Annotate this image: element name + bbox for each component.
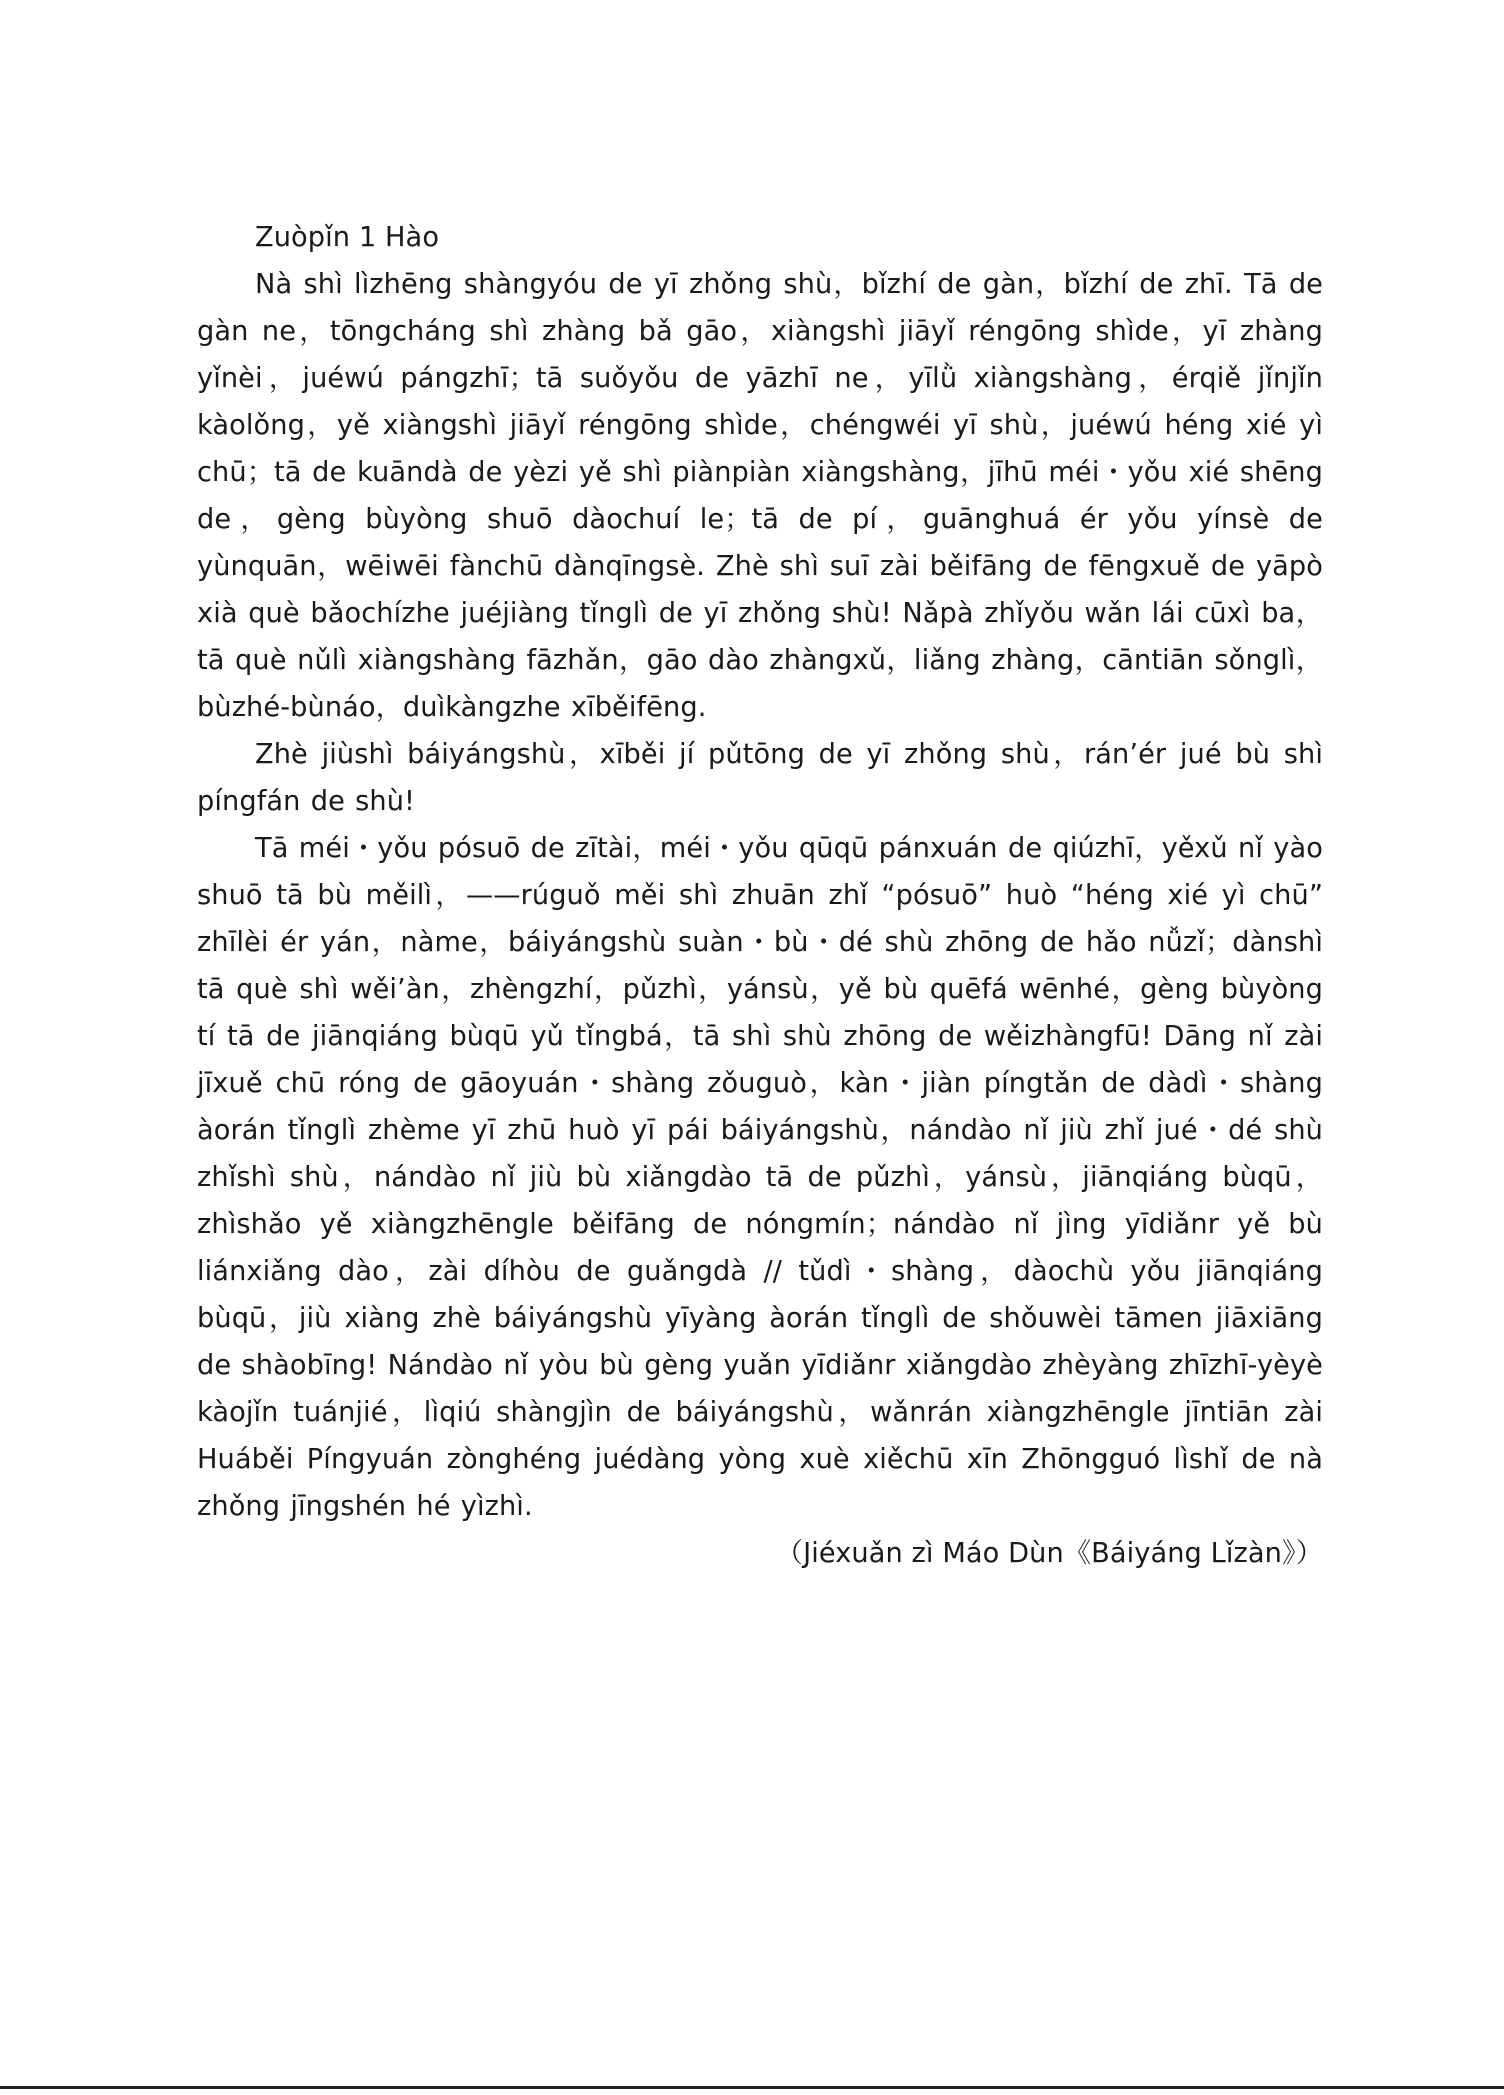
paragraph-3: Tā méi・yǒu pósuō de zītài，méi・yǒu qūqū pánxuán de qiúzhī，yěxǔ nǐ yào shuō tā bù měilì，——rúguǒ měi shì zhuān zhǐ “pósuō” huò “héng xié yì chū” zhīlèi ér yán，nàme，báiyángshù suàn・bù・dé shù zhōng de hǎo nǚzǐ；dànshì tā què shì wěi’àn，zhèngzhí，pǔzhì，yánsù，yě bù quēfá wēnhé，gèng bùyòng tí tā de jiānqiáng bùqū yǔ tǐngbá，tā shì shù zhōng de wěizhàngfū! Dāng nǐ zài jīxuě chū róng de gāoyuán・shàng zǒuguò，kàn・jiàn píngtǎn de dàdì・shàng àorán tǐnglì zhème yī zhū huò yī pái báiyángshù，nándào nǐ jiù zhǐ jué・dé shù zhǐshì shù，nándào nǐ jiù bù xiǎngdào tā de pǔzhì，yánsù，jiānqiáng bùqū，zhìshǎo yě xiàngzhēngle běifāng de nóngmín；nándào nǐ jìng yīdiǎnr yě bù liánxiǎng dào，zài díhòu de guǎngdà // tǔdì・shàng，dàochù yǒu jiānqiáng bùqū，jiù xiàng zhè báiyángshù yīyàng àorán tǐnglì de shǒuwèi tāmen jiāxiāng de shàobīng! Nándào nǐ yòu bù gèng yuǎn yīdiǎnr xiǎngdào zhèyàng zhīzhī-yèyè kàojǐn tuánjié，lìqiú shàngjìn de báiyángshù，wǎnrán xiàngzhēngle jīntiān zài Huáběi Píngyuán zònghéng juédàng yòng xuè xiěchū xīn Zhōngguó lìshǐ de nà zhǒng jīngshén hé yìzhì. [197, 833, 1323, 1522]
paragraph-2: Zhè jiùshì báiyángshù，xīběi jí pǔtōng de yī zhǒng shù，rán’ér jué bù shì píngfán de shù! [197, 739, 1323, 817]
document-title: Zuòpǐn 1 Hào [255, 222, 440, 253]
paragraph-1: Nà shì lìzhēng shàngyóu de yī zhǒng shù，bǐzhí de gàn，bǐzhí de zhī. Tā de gàn ne，tōngcháng shì zhàng bǎ gāo，xiàngshì jiāyǐ réngōng shìde，yī zhàng yǐnèi，juéwú pángzhī；tā suǒyǒu de yāzhī ne，yīlǜ xiàngshàng，érqiě jǐnjǐn kàolǒng，yě xiàngshì jiāyǐ réngōng shìde，chéngwéi yī shù，juéwú héng xié yì chū；tā de kuāndà de yèzi yě shì piànpiàn xiàngshàng，jīhū méi・yǒu xié shēng de，gèng bùyòng shuō dàochuí le；tā de pí，guānghuá ér yǒu yínsè de yùnquān，wēiwēi fànchū dànqīngsè. Zhè shì suī zài běifāng de fēngxuě de yāpò xià què bǎochízhe juéjiàng tǐnglì de yī zhǒng shù! Nǎpà zhǐyǒu wǎn lái cūxì ba，tā què nǔlì xiàngshàng fāzhǎn，gāo dào zhàngxǔ，liǎng zhàng，cāntiān sǒnglì，bùzhé-bùnáo，duìkàngzhe xīběifēng. [197, 269, 1323, 723]
source-citation: （Jiéxuǎn zì Máo Dùn《Báiyáng Lǐzàn》） [775, 1538, 1323, 1569]
page-bottom-rule [0, 2086, 1504, 2089]
document-body [197, 214, 1323, 1577]
